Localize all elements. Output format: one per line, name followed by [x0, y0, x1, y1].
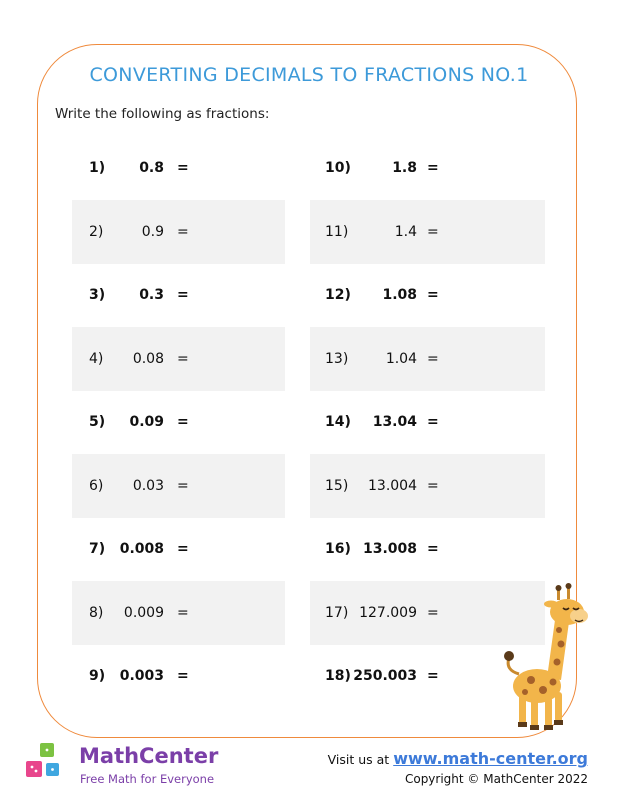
- problem-number: 3): [89, 287, 106, 303]
- equals-sign: =: [427, 541, 439, 557]
- equals-sign: =: [427, 668, 439, 684]
- equals-sign: =: [427, 604, 439, 621]
- problem-number: 12): [325, 287, 351, 303]
- problem-number: 17): [325, 604, 349, 621]
- equals-sign: =: [177, 414, 189, 430]
- problem-number: 4): [89, 350, 104, 367]
- decimal-value: 0.008: [119, 541, 164, 557]
- mathcenter-logo-icon: [24, 741, 76, 787]
- decimal-value: 0.08: [132, 350, 164, 367]
- equals-sign: =: [177, 477, 189, 494]
- problem-number: 15): [325, 477, 349, 494]
- website-link[interactable]: www.math-center.org: [393, 749, 588, 768]
- worksheet-title: CONVERTING DECIMALS TO FRACTIONS NO.1: [89, 64, 529, 86]
- problem-number: 6): [89, 477, 104, 494]
- problem-row: [310, 136, 545, 200]
- decimal-value: 0.09: [129, 414, 164, 430]
- problem-row: [310, 517, 545, 581]
- problem-row: [310, 200, 545, 264]
- equals-sign: =: [427, 223, 439, 240]
- decimal-value: 1.4: [394, 223, 417, 240]
- problem-number: 11): [325, 223, 349, 240]
- problem-number: 16): [325, 541, 351, 557]
- equals-sign: =: [177, 668, 189, 684]
- decimal-value: 13.008: [362, 541, 417, 557]
- problem-row: [310, 454, 545, 518]
- equals-sign: =: [427, 350, 439, 367]
- problem-number: 13): [325, 350, 349, 367]
- problem-number: 9): [89, 668, 106, 684]
- equals-sign: =: [427, 160, 439, 176]
- problem-row: [72, 136, 285, 200]
- decimal-value: 0.3: [139, 287, 164, 303]
- equals-sign: =: [427, 477, 439, 494]
- brand-tagline: Free Math for Everyone: [80, 772, 215, 786]
- problem-row: [72, 327, 285, 391]
- equals-sign: =: [427, 414, 439, 430]
- problem-number: 2): [89, 223, 104, 240]
- problem-row: [72, 581, 285, 645]
- problem-number: 7): [89, 541, 106, 557]
- decimal-value: 0.003: [119, 668, 164, 684]
- problem-number: 1): [89, 160, 106, 176]
- decimal-value: 1.08: [382, 287, 417, 303]
- equals-sign: =: [177, 604, 189, 621]
- problem-row: [72, 517, 285, 581]
- decimal-value: 13.004: [368, 477, 417, 494]
- equals-sign: =: [177, 350, 189, 367]
- problem-number: 5): [89, 414, 106, 430]
- decimal-value: 0.9: [141, 223, 164, 240]
- decimal-value: 1.04: [385, 350, 417, 367]
- problem-number: 18): [325, 668, 351, 684]
- problem-number: 8): [89, 604, 104, 621]
- decimal-value: 127.009: [359, 604, 417, 621]
- problem-number: 10): [325, 160, 351, 176]
- decimal-value: 13.04: [372, 414, 417, 430]
- visit-line: [328, 749, 588, 768]
- equals-sign: =: [177, 223, 189, 240]
- decimal-value: 0.009: [123, 604, 164, 621]
- problem-number: 14): [325, 414, 351, 430]
- decimal-value: 1.8: [392, 160, 417, 176]
- visit-label: Visit us at: [327, 752, 390, 767]
- problem-row: [72, 390, 285, 454]
- problem-row: [72, 263, 285, 327]
- decimal-value: 0.03: [132, 477, 164, 494]
- problem-row: [310, 327, 545, 391]
- problem-row: [72, 200, 285, 264]
- instructions: Write the following as fractions:: [55, 106, 270, 122]
- giraffe-illustration: [497, 582, 607, 732]
- brand-name: MathCenter: [79, 744, 219, 768]
- problem-row: [72, 454, 285, 518]
- problem-row: [310, 390, 545, 454]
- problem-row: [310, 263, 545, 327]
- equals-sign: =: [177, 541, 189, 557]
- copyright-text: Copyright © MathCenter 2022: [404, 772, 588, 786]
- decimal-value: 0.8: [139, 160, 164, 176]
- decimal-value: 250.003: [353, 668, 417, 684]
- equals-sign: =: [177, 160, 189, 176]
- equals-sign: =: [177, 287, 189, 303]
- problem-row: [72, 644, 285, 708]
- equals-sign: =: [427, 287, 439, 303]
